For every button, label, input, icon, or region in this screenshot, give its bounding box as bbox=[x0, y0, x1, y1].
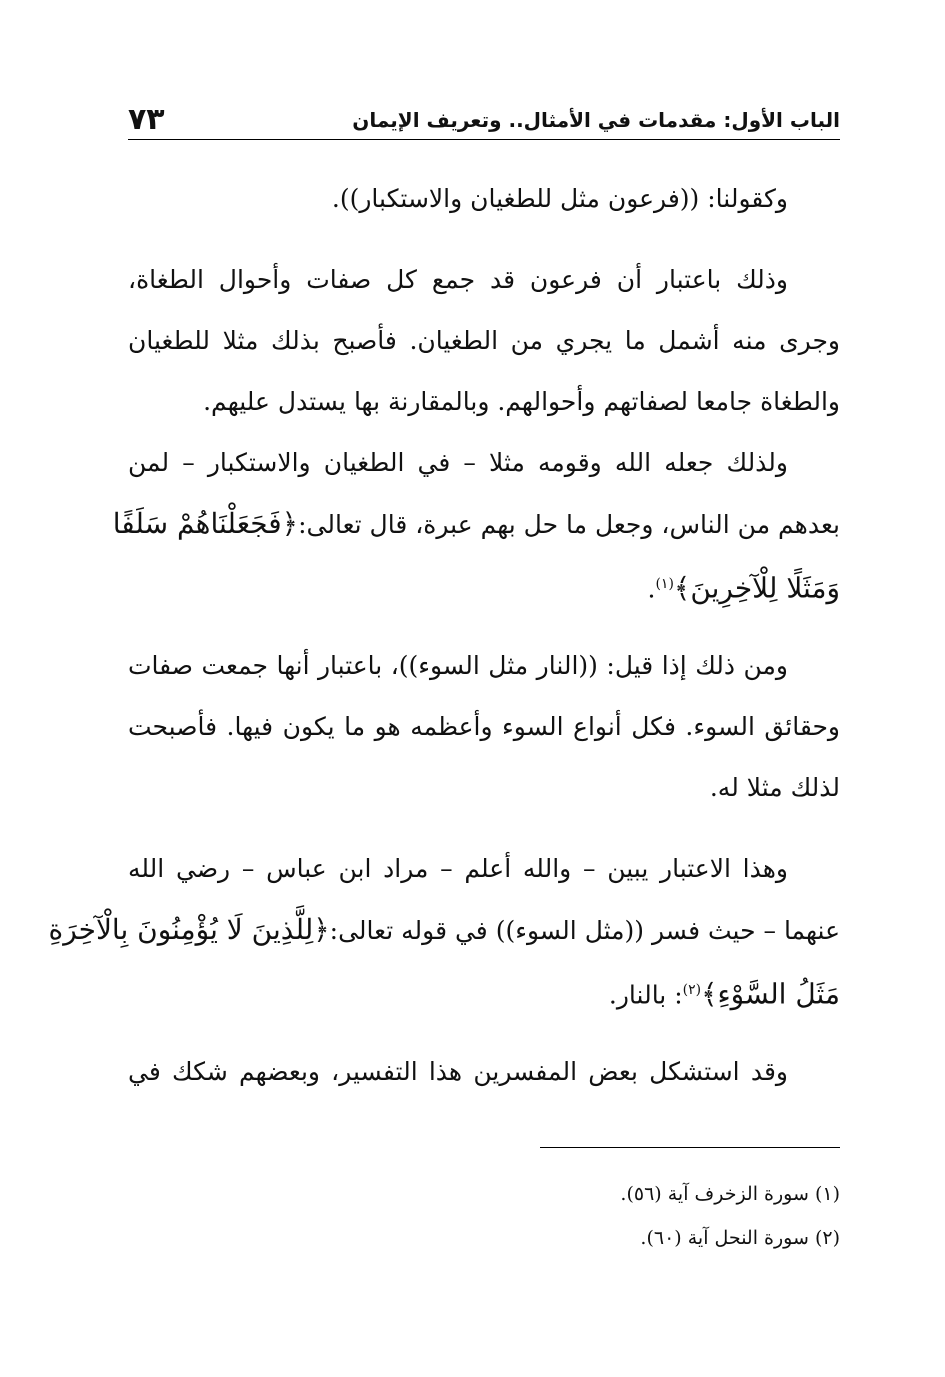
footnotes bbox=[128, 1172, 840, 1260]
paragraph-5-line-3 bbox=[128, 960, 840, 1021]
paragraph-5-line-3-end: : بالنار. bbox=[608, 980, 683, 1010]
paragraph-gap bbox=[128, 615, 840, 635]
paragraph-5-line-2 bbox=[48, 899, 840, 960]
quran-verse-1a: ﴿فَجَعَلْنَاهُمْ سَلَفًا bbox=[112, 507, 299, 540]
footnote-divider bbox=[540, 1147, 840, 1148]
paragraph-2-line-2: وجرى منه أشمل ما يجري من الطغيان. فأصبح بذلك مثلا للطغيان bbox=[128, 326, 840, 355]
paragraph-3-line-3 bbox=[128, 554, 840, 615]
paragraph-2-line-3: والطغاة جامعا لصفاتهم وأحوالهم. وبالمقارنة بها يستدل عليهم. bbox=[203, 387, 840, 416]
paragraph-3-line-2 bbox=[112, 493, 840, 554]
footnote-reference-1[interactable]: (١) bbox=[655, 576, 674, 592]
paragraph-3-line-2-text: بعدهم من الناس، وجعل ما حل بهم عبرة، قال تعالى: bbox=[298, 510, 840, 539]
paragraph-4-line-1: ومن ذلك إذا قيل: ((النار مثل السوء))، باعتبار أنها جمعت صفات bbox=[128, 651, 788, 680]
paragraph-gap bbox=[128, 818, 840, 838]
quran-verse-2b: مَثَلُ السَّوْءِ﴾ bbox=[701, 977, 840, 1011]
footnote-reference-2[interactable]: (٢) bbox=[682, 982, 702, 998]
paragraph-6-line-1: وقد استشكل بعض المفسرين هذا التفسير، وبعضهم شكك في bbox=[128, 1057, 788, 1086]
page-header bbox=[128, 100, 840, 140]
paragraph-2-line-1: وذلك باعتبار أن فرعون قد جمع كل صفات وأحوال الطغاة، bbox=[128, 265, 788, 294]
header-divider bbox=[128, 139, 840, 140]
quran-verse-2a: ﴿لِلَّذِينَ لَا يُؤْمِنُونَ بِالْآخِرَةِ bbox=[48, 913, 330, 946]
footnote-2: (٢) سورة النحل آية (٦٠). bbox=[640, 1227, 840, 1249]
chapter-title: الباب الأول: مقدمات في الأمثال.. وتعريف الإيمان bbox=[352, 108, 840, 132]
paragraph-4-line-2: وحقائق السوء. فكل أنواع السوء وأعظمه هو ما يكون فيها. فأصبحت bbox=[128, 712, 840, 741]
paragraph-5-line-2-text: عنهما – حيث فسر ((مثل السوء)) في قوله تعالى: bbox=[329, 916, 840, 945]
paragraph-4-line-3: لذلك مثلا له. bbox=[709, 773, 840, 802]
paragraph-5-line-1: وهذا الاعتبار يبين – والله أعلم – مراد ابن عباس – رضي الله bbox=[128, 854, 788, 883]
paragraph-3-line-1: ولذلك جعله الله وقومه مثلا – في الطغيان والاستكبار – لمن bbox=[128, 448, 788, 477]
paragraph-gap bbox=[128, 1021, 840, 1041]
paragraph-gap bbox=[128, 229, 840, 249]
quran-verse-1b: وَمَثَلًا لِلْآخِرِينَ﴾ bbox=[673, 571, 840, 605]
paragraph-1-line-1: وكقولنا: ((فرعون مثل للطغيان والاستكبار)). bbox=[331, 184, 788, 213]
paragraph-3-line-3-end: . bbox=[647, 574, 656, 604]
page-number: ٧٣ bbox=[128, 102, 165, 137]
footnote-1: (١) سورة الزخرف آية (٥٦). bbox=[620, 1183, 840, 1205]
body-text bbox=[48, 168, 840, 1102]
